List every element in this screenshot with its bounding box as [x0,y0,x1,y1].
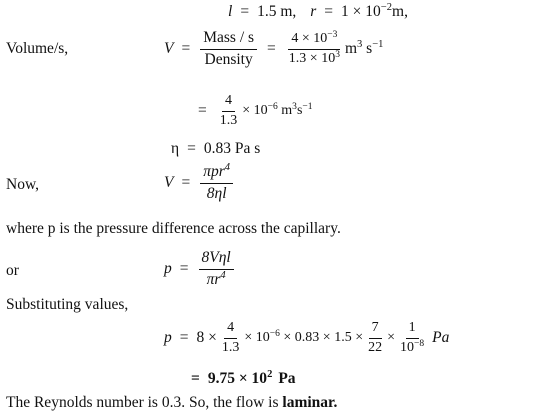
length-symbol: l [228,3,233,20]
equals-sign: = [267,40,276,58]
eta-symbol: η [171,140,180,157]
laminar-word: laminar. [282,394,338,411]
equals-sign: = [240,3,250,20]
pressure-description: where p is the pressure difference across the capillary. [6,220,341,237]
reynolds-conclusion: The Reynolds number is 0.3. So, the flow is laminar. [6,394,338,411]
volume-unit: $m^3$ $s^{-1}$ [344,39,384,58]
length-value: 1.5 m, [257,3,297,20]
mass-density-fraction: $\frac{\text{Mass / s}}{\text{Density}}$ [200,29,257,69]
substituting-label: Substituting values, [6,296,129,313]
given-values-line [228,3,408,21]
volume-symbol: V [164,174,174,192]
equals-sign: = [187,140,196,157]
equals-sign: = [324,3,334,20]
fraction-4-over-1-3: $\frac{4}{1.3}$ [221,320,240,355]
poiseuille-equation [164,163,235,203]
fraction-7-over-22: $\frac{7}{22}$ [368,320,383,355]
middle-factors: × $10^{-6} \times 0.83 \times 1.5$ × [244,329,364,346]
simplified-fraction: $\frac{4}{1.3}$ [219,93,238,128]
poiseuille-fraction: $\frac{\pi pr^4}{8\eta l}$ [200,163,233,203]
viscosity-value: 0.83 Pa s [203,140,261,157]
times-sign: × [387,330,395,346]
volume-symbol: V [164,40,174,58]
pressure-equation [164,249,236,289]
equals-sign: = [191,370,200,387]
numeric-fraction: $\frac{4 \times 10^{-3}}{1.3 \times 10^3}$ [288,29,340,66]
substitution-equation [164,320,449,357]
radius-symbol: r [310,3,317,20]
equals-sign: = [181,174,191,192]
radius-value: $1 \times 10^{-2}m$, [341,2,408,20]
pressure-fraction: $\frac{\text{8Vηl}}{\pi r^4}$ [199,249,234,289]
viscosity-line [171,140,260,158]
or-label: or [6,262,19,279]
pressure-symbol: p [164,260,172,278]
equals-sign: = [181,40,191,58]
result-value: $9.75 \times 10^2$ [207,369,273,387]
volume-simplified [190,93,313,130]
pressure-symbol: p [164,329,172,347]
pressure-unit: Pa [432,329,450,347]
volume-label: Volume/s, [6,40,69,57]
equals-sign: = [179,260,189,278]
result-line [183,370,296,388]
equals-sign: = [198,102,207,120]
factor-eight: 8 × [196,329,217,347]
result-unit: Pa [278,370,296,387]
now-label: Now, [6,176,40,193]
fraction-1-over-10-minus-8: $\frac{1}{10^{-8}}$ [400,320,425,355]
volume-equation [164,29,383,69]
equals-sign: = [179,329,189,347]
simplified-value: × $10^{-6}$ $m^3s^{-1}$ [242,102,313,119]
